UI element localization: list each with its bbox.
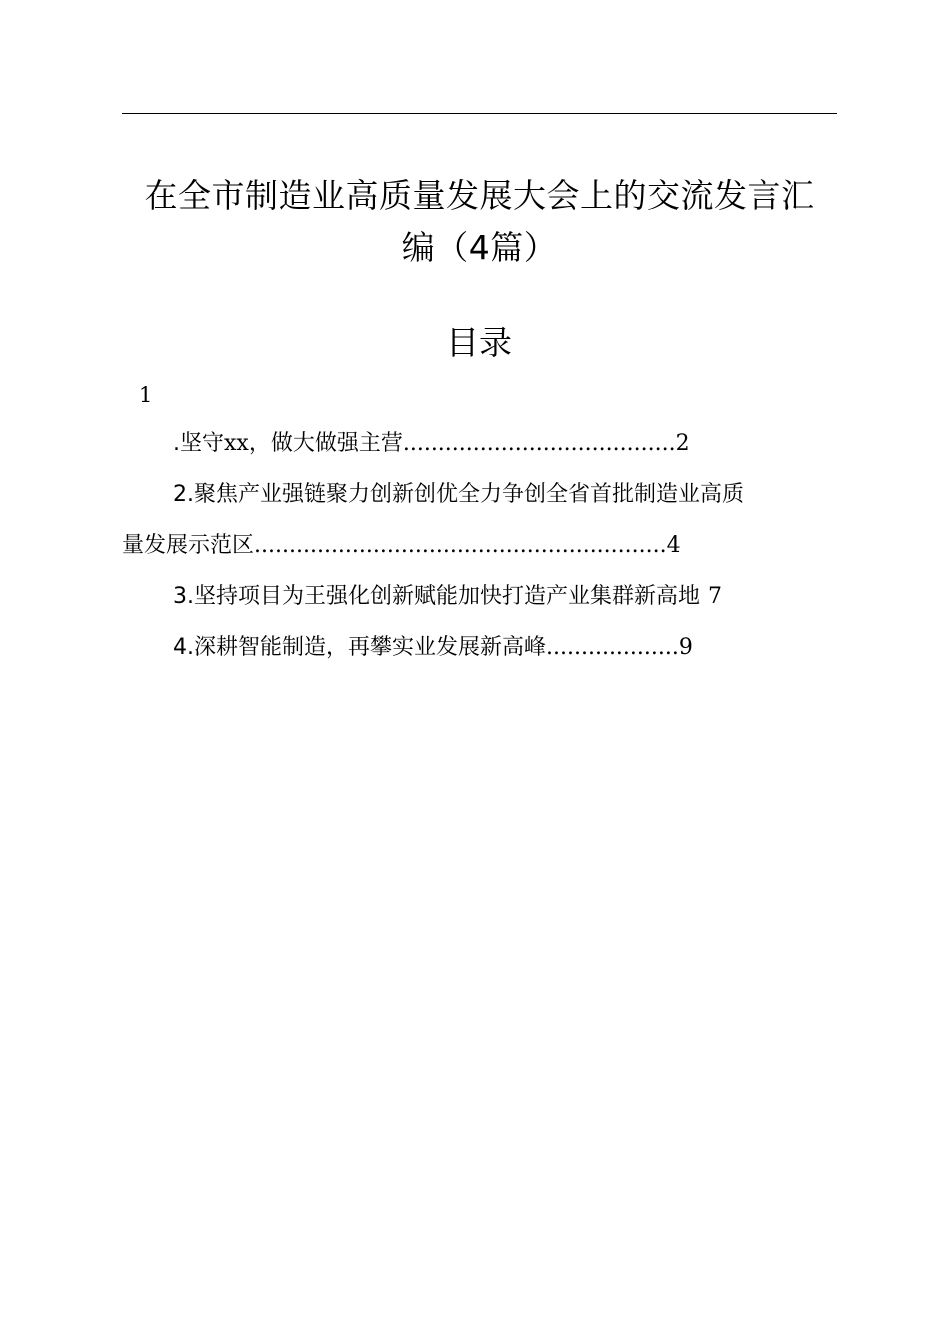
- toc-entry-2-text-line-2: 量发展示范区: [122, 533, 255, 558]
- toc-stray-number: 1: [139, 383, 153, 407]
- table-of-contents: [122, 418, 837, 673]
- toc-entry-2-page: 4: [666, 533, 681, 558]
- toc-entry-1-leader: .......................................: [402, 431, 676, 456]
- toc-entry-3[interactable]: [122, 571, 837, 622]
- title-line-2: 编（4篇）: [401, 228, 558, 267]
- toc-entry-1-prefix: .坚守: [173, 431, 224, 456]
- toc-entry-2-line-2[interactable]: [122, 520, 837, 571]
- toc-entry-2-leader: ...........................................................: [254, 533, 667, 558]
- toc-entry-1-latin: xx: [224, 431, 249, 456]
- title-line-1: 在全市制造业高质量发展大会上的交流发言汇: [144, 176, 815, 215]
- toc-entry-3-text: 3.坚持项目为王强化创新赋能加快打造产业集群新高地: [173, 584, 700, 609]
- header-rule: [122, 113, 837, 114]
- toc-entry-3-page: 7: [708, 584, 722, 609]
- toc-heading: 目录: [446, 323, 512, 362]
- toc-entry-4[interactable]: [122, 622, 837, 673]
- toc-entry-2-text-line-1: 2.聚焦产业强链聚力创新创优全力争创全省首批制造业高质: [173, 482, 744, 507]
- toc-entry-2-line-1[interactable]: [122, 469, 837, 520]
- toc-entry-1-suffix: ，做大做强主营: [248, 431, 403, 456]
- toc-entry-4-leader: ...................: [546, 635, 679, 660]
- toc-entry-1-page: 2: [675, 431, 690, 456]
- document-title: [122, 170, 837, 274]
- toc-entry-4-text: 4.深耕智能制造，再攀实业发展新高峰: [173, 635, 546, 660]
- toc-entry-4-page: 9: [678, 635, 693, 660]
- toc-entry-1[interactable]: [122, 418, 837, 469]
